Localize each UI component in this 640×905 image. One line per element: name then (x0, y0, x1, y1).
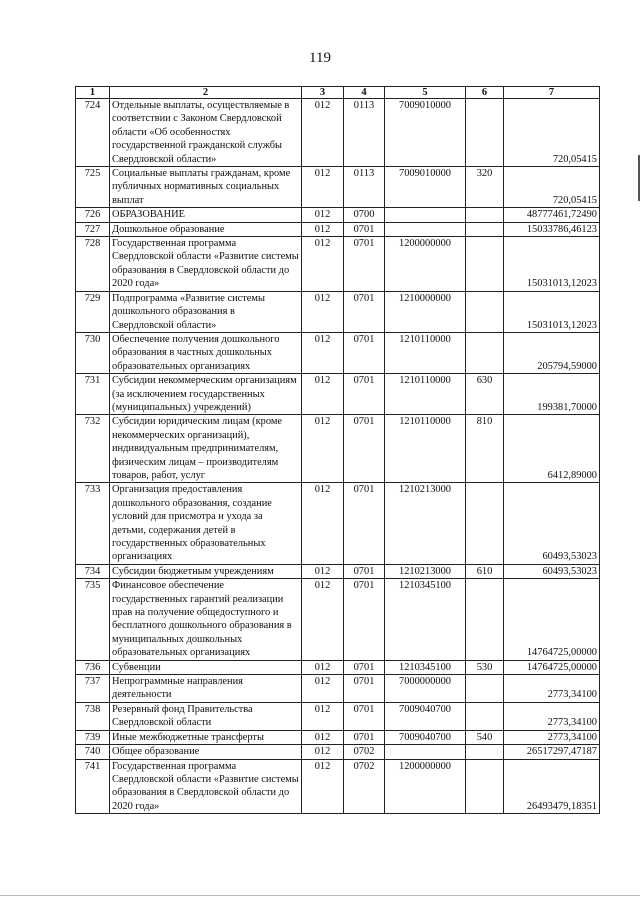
expense-type-cell: 810 (466, 415, 504, 483)
target-article-cell: 1210110000 (385, 374, 466, 415)
item-name-cell: Дошкольное образование (110, 222, 302, 236)
expense-type-cell: 540 (466, 730, 504, 744)
expense-type-cell: 320 (466, 167, 504, 208)
target-article-cell: 1210345100 (385, 660, 466, 674)
section-code-cell: 0702 (344, 759, 385, 814)
ministry-code-cell: 012 (302, 660, 344, 674)
table-body (76, 99, 600, 814)
section-code-cell: 0701 (344, 483, 385, 564)
amount-cell: 2773,34100 (504, 675, 600, 703)
section-code-cell: 0701 (344, 332, 385, 373)
row-number-cell: 729 (76, 291, 110, 332)
header-row (76, 87, 600, 99)
amount-cell: 26493479,18351 (504, 759, 600, 814)
item-name-cell: Субсидии юридическим лицам (кроме некоммерческих организаций), индивидуальным предпринимателям, физическим лицам – производителям товаров, работ, услуг (110, 415, 302, 483)
expense-type-cell (466, 99, 504, 167)
section-code-cell: 0701 (344, 702, 385, 730)
item-name-cell: Общее образование (110, 745, 302, 759)
row-number-cell: 726 (76, 208, 110, 222)
item-name-cell: Иные межбюджетные трансферты (110, 730, 302, 744)
target-article-cell: 1210345100 (385, 579, 466, 660)
row-number-cell: 741 (76, 759, 110, 814)
item-name-cell: Резервный фонд Правительства Свердловской области (110, 702, 302, 730)
row-number-cell: 727 (76, 222, 110, 236)
expense-type-cell (466, 237, 504, 292)
expense-type-cell (466, 332, 504, 373)
header-col-7: 7 (504, 87, 600, 99)
table-row (76, 660, 600, 674)
ministry-code-cell: 012 (302, 222, 344, 236)
table-row (76, 675, 600, 703)
table-row (76, 291, 600, 332)
section-code-cell: 0701 (344, 222, 385, 236)
expense-type-cell: 630 (466, 374, 504, 415)
header-col-2: 2 (110, 87, 302, 99)
ministry-code-cell: 012 (302, 759, 344, 814)
ministry-code-cell: 012 (302, 208, 344, 222)
item-name-cell: Субсидии бюджетным учреждениям (110, 564, 302, 578)
amount-cell: 2773,34100 (504, 730, 600, 744)
ministry-code-cell: 012 (302, 415, 344, 483)
section-code-cell: 0701 (344, 675, 385, 703)
section-code-cell: 0701 (344, 415, 385, 483)
row-number-cell: 740 (76, 745, 110, 759)
ministry-code-cell: 012 (302, 332, 344, 373)
table-row (76, 730, 600, 744)
section-code-cell: 0701 (344, 237, 385, 292)
table-row (76, 99, 600, 167)
header-col-3: 3 (302, 87, 344, 99)
header-col-1: 1 (76, 87, 110, 99)
item-name-cell: Субсидии некоммерческим организациям (за исключением государственных (муниципальных) учреждений) (110, 374, 302, 415)
ministry-code-cell: 012 (302, 374, 344, 415)
ministry-code-cell: 012 (302, 237, 344, 292)
row-number-cell: 739 (76, 730, 110, 744)
item-name-cell: Государственная программа Свердловской области «Развитие системы образования в Свердловской области до 2020 года» (110, 759, 302, 814)
expense-type-cell (466, 759, 504, 814)
target-article-cell: 1210110000 (385, 415, 466, 483)
target-article-cell: 1210213000 (385, 483, 466, 564)
target-article-cell (385, 222, 466, 236)
row-number-cell: 736 (76, 660, 110, 674)
ministry-code-cell: 012 (302, 730, 344, 744)
amount-cell: 60493,53023 (504, 483, 600, 564)
expense-type-cell: 610 (466, 564, 504, 578)
expense-type-cell (466, 208, 504, 222)
amount-cell: 6412,89000 (504, 415, 600, 483)
item-name-cell: Субвенции (110, 660, 302, 674)
table-row (76, 483, 600, 564)
expense-type-cell (466, 291, 504, 332)
row-number-cell: 730 (76, 332, 110, 373)
expense-type-cell: 530 (466, 660, 504, 674)
amount-cell: 48777461,72490 (504, 208, 600, 222)
header-col-4: 4 (344, 87, 385, 99)
row-number-cell: 735 (76, 579, 110, 660)
ministry-code-cell: 012 (302, 483, 344, 564)
row-number-cell: 731 (76, 374, 110, 415)
ministry-code-cell: 012 (302, 291, 344, 332)
section-code-cell: 0701 (344, 291, 385, 332)
amount-cell: 14764725,00000 (504, 660, 600, 674)
ministry-code-cell: 012 (302, 745, 344, 759)
expense-type-cell (466, 675, 504, 703)
amount-cell: 15031013,12023 (504, 291, 600, 332)
amount-cell: 60493,53023 (504, 564, 600, 578)
table-row (76, 564, 600, 578)
target-article-cell: 1200000000 (385, 237, 466, 292)
section-code-cell: 0701 (344, 730, 385, 744)
item-name-cell: Подпрограмма «Развитие системы дошкольного образования в Свердловской области» (110, 291, 302, 332)
section-code-cell: 0701 (344, 660, 385, 674)
row-number-cell: 725 (76, 167, 110, 208)
amount-cell: 720,05415 (504, 167, 600, 208)
item-name-cell: Финансовое обеспечение государственных гарантий реализации прав на получение общедоступного и бесплатного дошкольного образования в муниципальных дошкольных образовательных организациях (110, 579, 302, 660)
row-number-cell: 728 (76, 237, 110, 292)
target-article-cell: 1210213000 (385, 564, 466, 578)
ministry-code-cell: 012 (302, 579, 344, 660)
item-name-cell: ОБРАЗОВАНИЕ (110, 208, 302, 222)
item-name-cell: Государственная программа Свердловской области «Развитие системы образования в Свердловской области до 2020 года» (110, 237, 302, 292)
expense-type-cell (466, 579, 504, 660)
target-article-cell (385, 745, 466, 759)
amount-cell: 2773,34100 (504, 702, 600, 730)
amount-cell: 26517297,47187 (504, 745, 600, 759)
target-article-cell: 1210110000 (385, 332, 466, 373)
table-row (76, 332, 600, 373)
table-row (76, 579, 600, 660)
row-number-cell: 732 (76, 415, 110, 483)
amount-cell: 205794,59000 (504, 332, 600, 373)
table-row (76, 208, 600, 222)
section-code-cell: 0701 (344, 374, 385, 415)
section-code-cell: 0700 (344, 208, 385, 222)
target-article-cell: 7009040700 (385, 702, 466, 730)
table-row (76, 759, 600, 814)
table-row (76, 167, 600, 208)
row-number-cell: 734 (76, 564, 110, 578)
target-article-cell: 7000000000 (385, 675, 466, 703)
ministry-code-cell: 012 (302, 99, 344, 167)
budget-table (75, 86, 600, 814)
section-code-cell: 0702 (344, 745, 385, 759)
table-row (76, 415, 600, 483)
header-col-6: 6 (466, 87, 504, 99)
expense-type-cell (466, 222, 504, 236)
section-code-cell: 0113 (344, 99, 385, 167)
target-article-cell: 1210000000 (385, 291, 466, 332)
ministry-code-cell: 012 (302, 564, 344, 578)
ministry-code-cell: 012 (302, 675, 344, 703)
target-article-cell (385, 208, 466, 222)
target-article-cell: 7009010000 (385, 167, 466, 208)
ministry-code-cell: 012 (302, 167, 344, 208)
table-row (76, 222, 600, 236)
target-article-cell: 7009040700 (385, 730, 466, 744)
row-number-cell: 724 (76, 99, 110, 167)
table-row (76, 745, 600, 759)
item-name-cell: Обеспечение получения дошкольного образования в частных дошкольных образовательных организациях (110, 332, 302, 373)
item-name-cell: Организация предоставления дошкольного образования, создание условий для присмотра и ухода за детьми, содержания детей в государственных образовательных организациях (110, 483, 302, 564)
target-article-cell: 1200000000 (385, 759, 466, 814)
scan-bottom-line (0, 895, 640, 896)
row-number-cell: 738 (76, 702, 110, 730)
row-number-cell: 733 (76, 483, 110, 564)
item-name-cell: Отдельные выплаты, осуществляемые в соответствии с Законом Свердловской области «Об особенностях государственной гражданской службы Свердловской области» (110, 99, 302, 167)
expense-type-cell (466, 745, 504, 759)
header-col-5: 5 (385, 87, 466, 99)
table-row (76, 237, 600, 292)
table-row (76, 374, 600, 415)
item-name-cell: Социальные выплаты гражданам, кроме публичных нормативных социальных выплат (110, 167, 302, 208)
target-article-cell: 7009010000 (385, 99, 466, 167)
section-code-cell: 0113 (344, 167, 385, 208)
section-code-cell: 0701 (344, 564, 385, 578)
item-name-cell: Непрограммные направления деятельности (110, 675, 302, 703)
amount-cell: 15031013,12023 (504, 237, 600, 292)
section-code-cell: 0701 (344, 579, 385, 660)
amount-cell: 15033786,46123 (504, 222, 600, 236)
row-number-cell: 737 (76, 675, 110, 703)
expense-type-cell (466, 483, 504, 564)
amount-cell: 199381,70000 (504, 374, 600, 415)
amount-cell: 720,05415 (504, 99, 600, 167)
ministry-code-cell: 012 (302, 702, 344, 730)
amount-cell: 14764725,00000 (504, 579, 600, 660)
expense-type-cell (466, 702, 504, 730)
table-row (76, 702, 600, 730)
page-number: 119 (309, 50, 331, 66)
